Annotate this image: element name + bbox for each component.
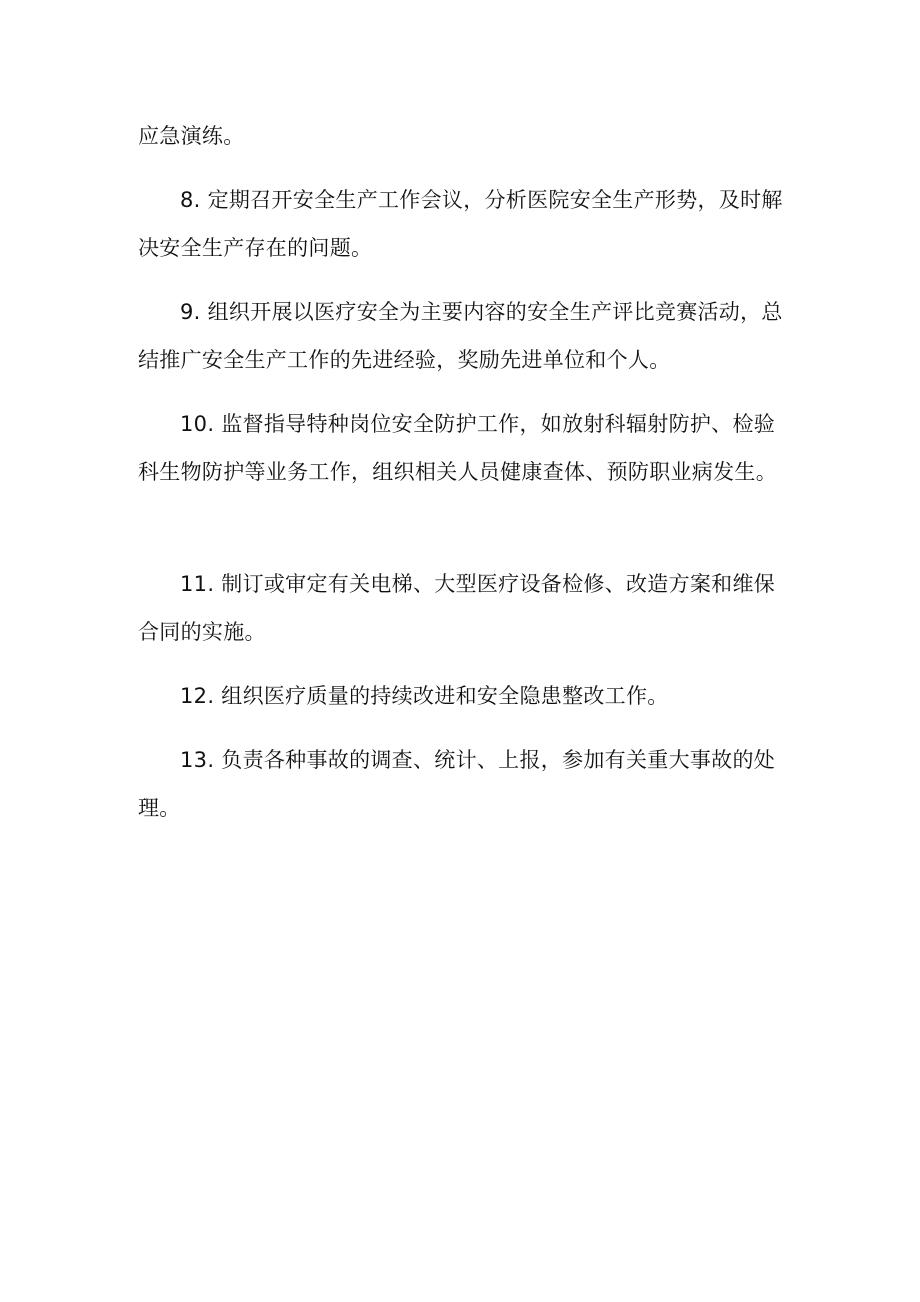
paragraph-line: 决安全生产存在的问题。 [138, 236, 373, 260]
paragraph-line: 11. 制订或审定有关电梯、大型医疗设备检修、改造方案和维保 [180, 572, 776, 596]
paragraph-line: 科生物防护等业务工作，组织相关人员健康查体、预防职业病发生。 [138, 460, 777, 484]
paragraph-line: 合同的实施。 [138, 620, 266, 644]
paragraph-line: 13. 负责各种事故的调查、统计、上报，参加有关重大事故的处 [180, 748, 776, 772]
paragraph-line: 9. 组织开展以医疗安全为主要内容的安全生产评比竞赛活动，总 [180, 300, 783, 324]
paragraph-line: 应急演练。 [138, 124, 245, 148]
paragraph-line: 理。 [138, 796, 181, 820]
paragraph-line: 12. 组织医疗质量的持续改进和安全隐患整改工作。 [180, 684, 669, 708]
paragraph-line: 8. 定期召开安全生产工作会议，分析医院安全生产形势，及时解 [180, 188, 783, 212]
paragraph-line: 10. 监督指导特种岗位安全防护工作，如放射科辐射防护、检验 [180, 412, 776, 436]
paragraph-line: 结推广安全生产工作的先进经验，奖励先进单位和个人。 [138, 348, 671, 372]
